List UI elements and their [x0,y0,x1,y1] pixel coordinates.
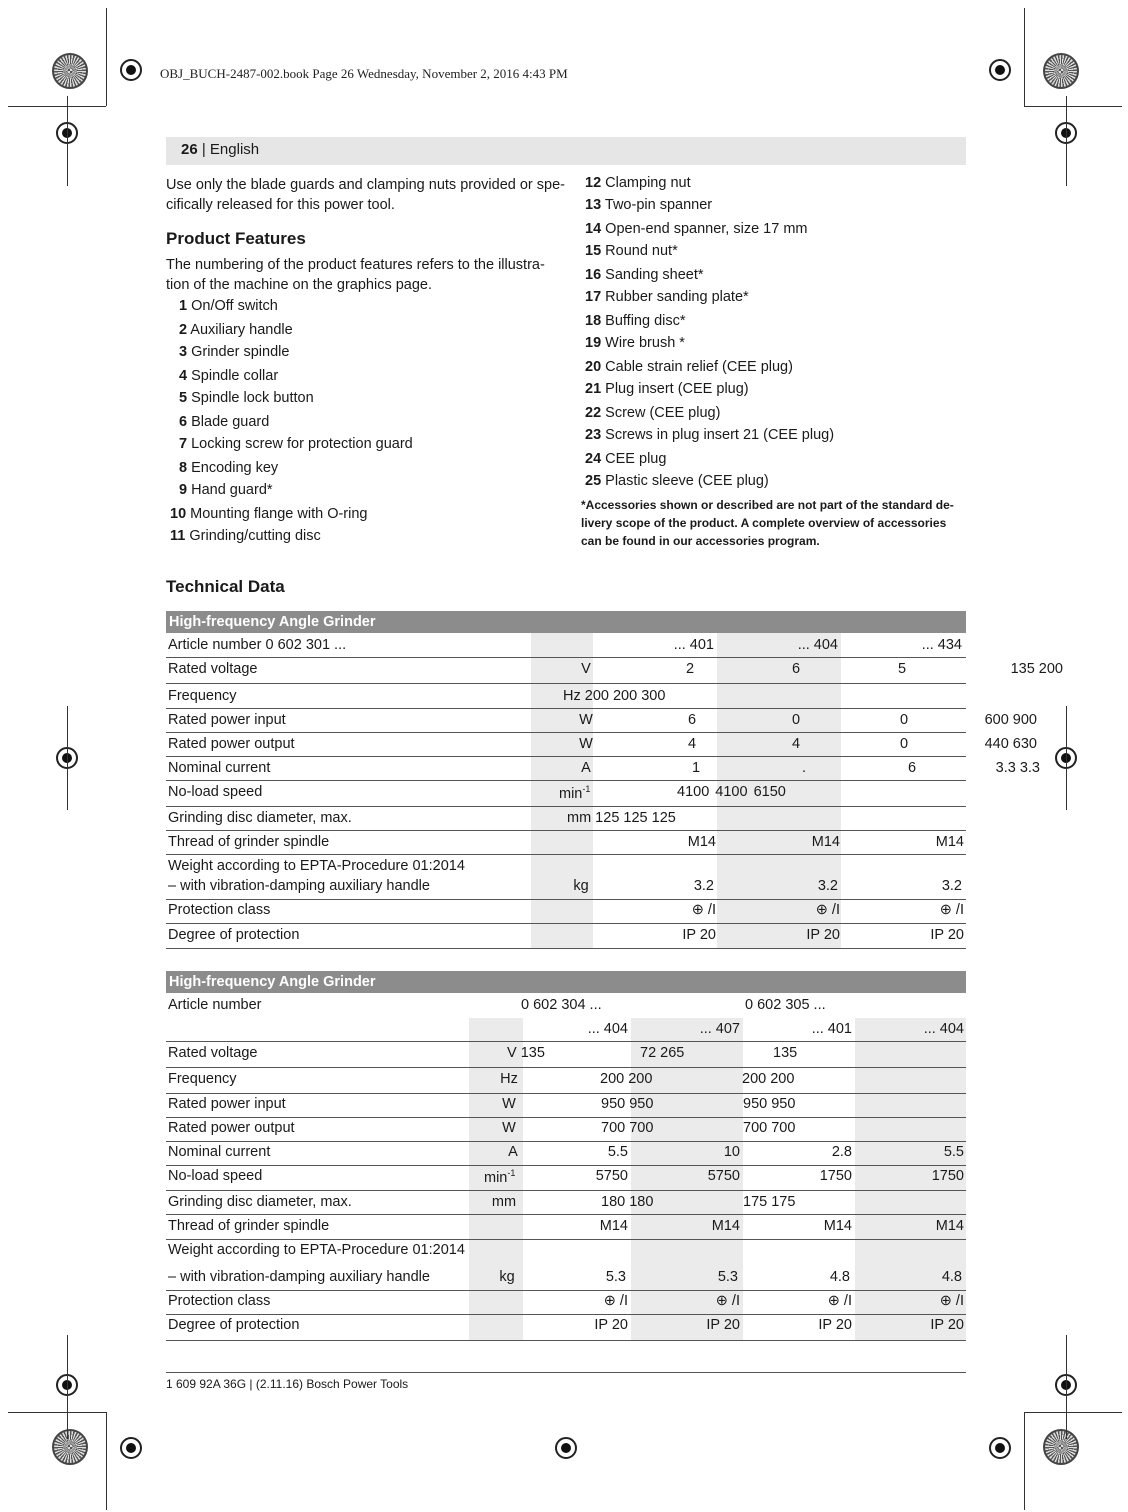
crosshair-target-icon [989,1437,1011,1459]
col-head: ... 401 [673,637,714,653]
footer-rule [166,1372,966,1373]
feature-item: 18 Buffing disc* [585,313,686,329]
col-head: ... 404 [587,1021,628,1037]
article-group-304: 0 602 304 ... [521,997,602,1013]
crosshair-target-icon [120,1437,142,1459]
degree-protection-label: Degree of protection [168,927,300,943]
registration-disc-icon [1043,1429,1079,1465]
feature-item: 14 Open-end spanner, size 17 mm [585,221,808,237]
crop-mark [67,96,68,186]
print-slug: OBJ_BUCH-2487-002.book Page 26 Wednesday, November 2, 2016 4:43 PM [160,66,568,81]
protection-class-label: Protection class [168,1293,271,1309]
frequency-label: Frequency [168,1071,237,1087]
crop-mark [106,8,107,106]
no-load-speed-label: No-load speed [168,784,263,800]
article-group-305: 0 602 305 ... [745,997,826,1013]
article-number-label: Article number [168,997,262,1013]
crop-mark [1066,96,1067,186]
rated-voltage-label: Rated voltage [168,1045,258,1061]
col-head: ... 404 [923,1021,964,1037]
feature-item: 24 CEE plug [585,451,667,467]
crop-mark [67,1335,68,1439]
crosshair-target-icon [989,59,1011,81]
feature-item: 16 Sanding sheet* [585,267,704,283]
page-header-bar [166,137,966,165]
table2-title: High-frequency Angle Grinder [166,971,966,993]
feature-item: 22 Screw (CEE plug) [585,405,721,421]
technical-data-heading: Technical Data [166,577,285,596]
feature-item: 13 Two-pin spanner [585,197,713,213]
crop-mark [1024,8,1025,106]
feature-item: 19 Wire brush * [585,335,685,351]
feature-item: 9 Hand guard* [179,482,273,498]
feature-item: 17 Rubber sanding plate* [585,289,749,305]
disc-diameter-label: Grinding disc diameter, max. [168,810,352,826]
feature-item: 7 Locking screw for protection guard [179,436,413,452]
crop-mark [1066,1335,1067,1439]
crop-mark [1066,706,1067,810]
protection-class-symbol: ⊕ /I [827,1293,852,1309]
page-footer: 1 609 92A 36G | (2.11.16) Bosch Power Tools [166,1377,409,1391]
crosshair-target-icon [120,59,142,81]
feature-item: 1 On/Off switch [179,298,278,314]
page-header: 26 | English [181,141,260,158]
feature-item: 3 Grinder spindle [179,344,290,360]
registration-disc-icon [52,53,88,89]
page-number: 26 [181,141,198,158]
power-input-label: Rated power input [168,1096,286,1112]
article-number-label: Article number 0 602 301 ... [168,637,347,653]
crosshair-target-icon [555,1437,577,1459]
feature-item: 8 Encoding key [179,460,279,476]
feature-item: 11 Grinding/cutting disc [170,528,321,544]
power-input-label: Rated power input [168,712,286,728]
feature-item: 15 Round nut* [585,243,678,259]
rated-voltage-label: Rated voltage [168,661,258,677]
col-head: ... 404 [797,637,838,653]
feature-item: 5 Spindle lock button [179,390,314,406]
weight-label: Weight according to EPTA-Procedure 01:2014 [168,1242,465,1258]
thread-label: Thread of grinder spindle [168,834,330,850]
no-load-speed-label: No-load speed [168,1168,263,1184]
weight-sublabel: – with vibration-damping auxiliary handle [168,1269,430,1285]
feature-item: 2 Auxiliary handle [179,322,293,338]
col-head: ... 407 [699,1021,740,1037]
protection-class-symbol: ⊕ /I [815,902,840,918]
page-language: English [209,141,260,158]
weight-label: Weight according to EPTA-Procedure 01:2014 [168,858,465,874]
nominal-current-label: Nominal current [168,1144,271,1160]
degree-protection-label: Degree of protection [168,1317,300,1333]
crop-mark [67,706,68,810]
feature-item: 4 Spindle collar [179,368,279,384]
feature-item: 20 Cable strain relief (CEE plug) [585,359,793,375]
crop-mark [1024,1412,1122,1413]
accessories-note: *Accessories shown or described are not part of the standard de- livery scope of the product. A complete overview of accessories can be found in our accessories program. [581,498,954,548]
feature-item: 25 Plastic sleeve (CEE plug) [585,473,769,489]
features-description: The numbering of the product features refers to the illustra- tion of the machine on the graphics page. [166,257,545,293]
registration-disc-icon [52,1429,88,1465]
feature-item: 23 Screws in plug insert 21 (CEE plug) [585,427,835,443]
intro-text: Use only the blade guards and clamping nuts provided or spe- cifically released for this power tool. [166,177,565,213]
power-output-label: Rated power output [168,1120,295,1136]
protection-class-symbol: ⊕ /I [939,902,964,918]
crop-mark [106,1412,107,1510]
crop-mark [8,1412,106,1413]
disc-diameter-label: Grinding disc diameter, max. [168,1194,352,1210]
protection-class-symbol: ⊕ /I [603,1293,628,1309]
protection-class-symbol: ⊕ /I [939,1293,964,1309]
power-output-label: Rated power output [168,736,295,752]
crop-mark [8,106,106,107]
frequency-label: Frequency [168,688,237,704]
feature-item: 21 Plug insert (CEE plug) [585,381,749,397]
feature-item: 12 Clamping nut [585,175,691,191]
protection-class-label: Protection class [168,902,271,918]
col-head: ... 434 [921,637,962,653]
crop-mark [1024,106,1122,107]
protection-class-symbol: ⊕ /I [715,1293,740,1309]
thread-label: Thread of grinder spindle [168,1218,330,1234]
nominal-current-label: Nominal current [168,760,271,776]
product-features-heading: Product Features [166,229,306,248]
col-head: ... 401 [811,1021,852,1037]
crop-mark [1024,1412,1025,1510]
feature-item: 6 Blade guard [179,414,270,430]
protection-class-symbol: ⊕ /I [691,902,716,918]
weight-sublabel: – with vibration-damping auxiliary handle [168,878,430,894]
registration-disc-icon [1043,53,1079,89]
table1-title: High-frequency Angle Grinder [166,611,966,633]
feature-item: 10 Mounting flange with O-ring [170,506,368,522]
